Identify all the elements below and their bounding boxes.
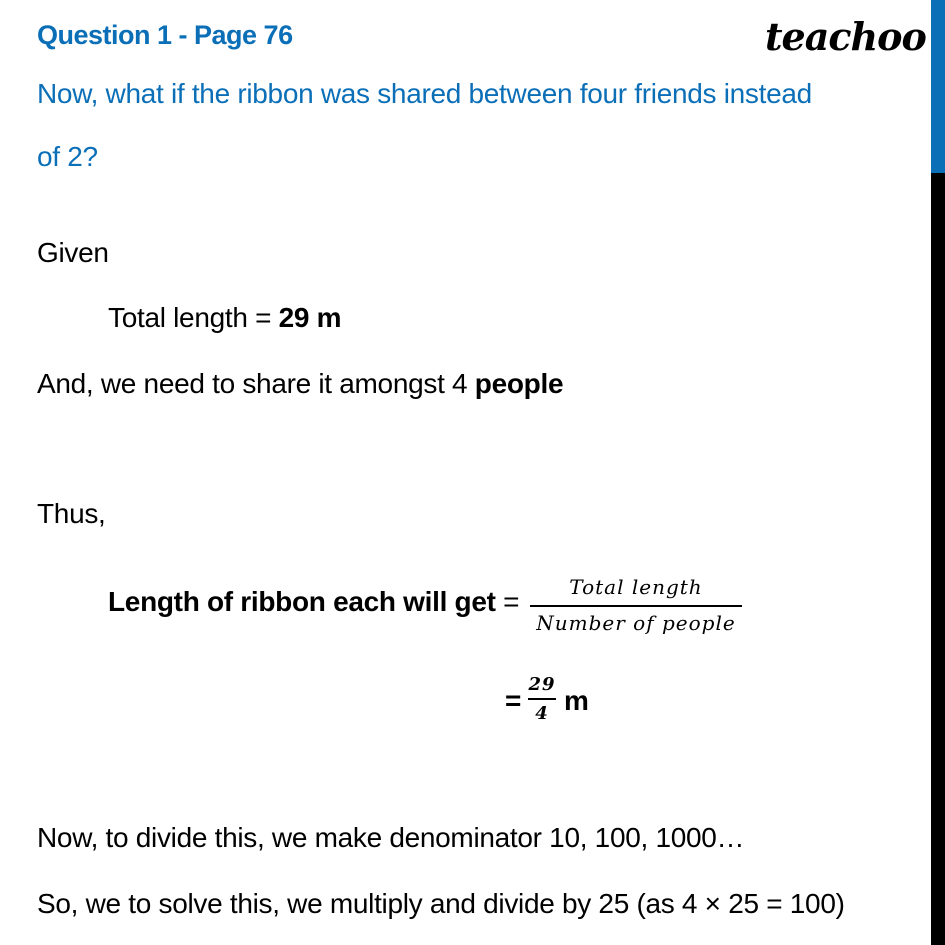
share-line [37, 368, 563, 400]
scrollbar-thumb[interactable] [931, 0, 945, 173]
share-text: And, we need to share it amongst 4 [37, 368, 475, 399]
formula-numerator: Total length [569, 575, 703, 599]
result-numerator: 29 [528, 674, 556, 695]
formula-line [108, 586, 519, 618]
step-2: So, we to solve this, we multiply and divide by 25 (as 4 × 25 = 100) [37, 888, 845, 919]
formula-fraction [530, 575, 742, 635]
total-length-label: Total length = [108, 302, 279, 333]
total-length-line [108, 302, 341, 334]
result-denominator: 4 [535, 703, 549, 724]
thus-label: Thus, [37, 498, 106, 529]
formula-denominator: Number of people [536, 611, 736, 635]
result-equals: = [505, 685, 522, 716]
result-unit: m [564, 685, 589, 716]
given-label: Given [37, 237, 109, 268]
question-line-2: of 2? [37, 141, 98, 172]
share-bold: people [474, 368, 564, 399]
result-fraction-bar [528, 698, 556, 700]
formula-label: Length of ribbon each will get [108, 586, 496, 617]
teachoo-logo: teachoo [765, 14, 926, 59]
page-title: Question 1 - Page 76 [37, 20, 293, 50]
total-length-value: 29 m [278, 302, 342, 333]
result-fraction [528, 674, 556, 724]
formula-equals: = [495, 586, 520, 617]
step-1: Now, to divide this, we make denominator 10, 100, 1000… [37, 822, 745, 853]
fraction-bar [530, 605, 742, 607]
question-line-1: Now, what if the ribbon was shared between four friends instead [37, 78, 812, 109]
